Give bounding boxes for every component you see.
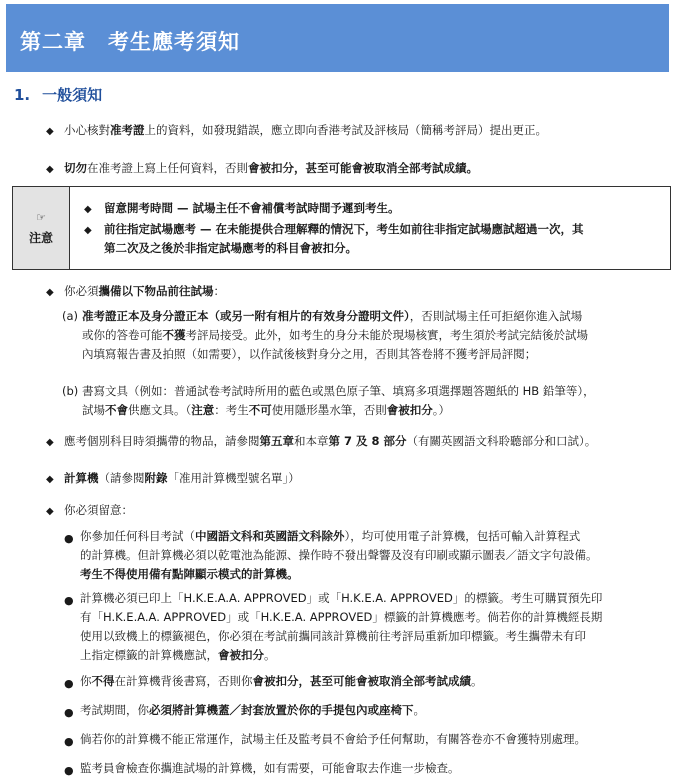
calc-rule-1-line2: 的計算機。但計算機必須以乾電池為能源、操作時不發出聲響及沒有印刷或顯示圖表／語文字句設備。 <box>80 548 598 562</box>
item-a-line3: 內填寫報告書及拍照（如需要），以作試後核對身分之用，否則其答卷將不獲考評局評閱； <box>82 347 537 361</box>
bullet-check-admission-form: 小心核對准考證上的資料，如發現錯誤，應立即向香港考試及評核局（簡稱考評局）提出更正。 <box>64 123 547 137</box>
section-number: 1. <box>14 86 31 104</box>
pointing-hand-icon: ☞ <box>36 211 46 224</box>
bullet-attention: 你必須留意： <box>64 503 133 517</box>
item-a-line2: 或你的答卷可能不獲考評局接受。此外，如考生的身分未能於現場核實，考生須於考試完結後於試場 <box>82 328 588 342</box>
calc-rule-2-line4: 上指定標籤的計算機應試，會被扣分。 <box>80 648 276 662</box>
dot-bullet-icon: ● <box>64 594 74 607</box>
notice-sidebar <box>13 187 70 269</box>
bullet-do-not-write: 切勿在准考證上寫上任何資料，否則會被扣分，甚至可能會被取消全部考試成績。 <box>64 161 478 175</box>
bullet-calculator: 計算機（請參閱附錄「准用計算機型號名單」） <box>64 471 300 485</box>
dot-bullet-icon: ● <box>64 677 74 690</box>
section-title: 一般須知 <box>42 86 103 104</box>
dot-bullet-icon: ● <box>64 532 74 545</box>
notice-label: 注意 <box>28 231 53 245</box>
item-b-marker: (b) <box>62 384 79 398</box>
diamond-bullet-icon: ◆ <box>46 164 54 175</box>
dot-bullet-icon: ● <box>64 735 74 748</box>
item-a-line1: 准考證正本及身分證正本（或另一附有相片的有效身分證明文件），否則試場主任可拒絕你進入試場 <box>82 309 583 323</box>
bullet-subject-items: 應考個別科目時須攜帶的物品，請參閱第五章和本章第 7 及 8 部分（有關英國語文科聆聽部分和口試）。 <box>64 434 597 448</box>
item-a-marker: (a) <box>62 309 79 323</box>
diamond-bullet-icon: ◆ <box>46 126 54 137</box>
diamond-bullet-icon: ◆ <box>46 437 54 448</box>
diamond-bullet-icon: ◆ <box>46 474 54 485</box>
bullet-items-to-bring: 你必須攜備以下物品前往試場： <box>64 284 225 298</box>
diamond-bullet-icon: ◆ <box>84 204 92 215</box>
section-heading <box>14 84 114 105</box>
item-b-line1: 書寫文具（例如：普通試卷考試時所用的藍色或黑色原子筆、填寫多項選擇題答題紙的 HB 鉛筆等）， <box>82 384 595 398</box>
diamond-bullet-icon: ◆ <box>46 506 54 517</box>
dot-bullet-icon: ● <box>64 764 74 777</box>
calc-rule-2-line1: 計算機必須已印上「H.K.E.A.A. APPROVED」或「H.K.E.A. APPROVED」的標籤。考生可購買預先印 <box>80 591 603 605</box>
chapter-title: 第二章 考生應考須知 <box>20 30 240 54</box>
diamond-bullet-icon: ◆ <box>84 225 92 236</box>
notice-item-arrival-time: 留意開考時間 — 試場主任不會補償考試時間予遲到考生。 <box>104 201 400 215</box>
notice-item-designated-centre-line2: 第二次及之後於非指定試場應考的科目會被扣分。 <box>104 241 357 255</box>
calc-rule-2-line3: 使用以致機上的標籤褪色，你必須在考試前攜同該計算機前往考評局重新加印標籤。考生攜帶未有印 <box>80 629 586 643</box>
calc-rule-2-line2: 有「H.K.E.A.A. APPROVED」或「H.K.E.A. APPROVED」標籤的計算機應考。倘若你的計算機經長期 <box>80 610 603 624</box>
item-b-line2: 試場不會供應文具。（注意：考生不可使用隱形墨水筆，否則會被扣分。） <box>82 403 450 417</box>
diamond-bullet-icon: ◆ <box>46 287 54 298</box>
calc-rule-1-line3: 考生不得使用備有點陣顯示模式的計算機。 <box>80 567 299 581</box>
calc-rule-6: 監考員會檢查你攜進試場的計算機，如有需要，可能會取去作進一步檢查。 <box>80 761 460 775</box>
calc-rule-1-line1: 你參加任何科目考試（中國語文科和英國語文科除外），均可使用電子計算機，包括可輸入計算程式 <box>80 529 581 543</box>
calc-rule-5: 倘若你的計算機不能正常運作，試場主任及監考員不會給予任何幫助，有關答卷亦不會獲特別處理。 <box>80 732 586 746</box>
calc-rule-3: 你不得在計算機背後書寫，否則你會被扣分，甚至可能會被取消全部考試成績。 <box>80 674 483 688</box>
dot-bullet-icon: ● <box>64 706 74 719</box>
calc-rule-4: 考試期間，你必須將計算機蓋／封套放置於你的手提包內或座椅下。 <box>80 703 425 717</box>
chapter-header <box>6 4 669 72</box>
notice-item-designated-centre-line1: 前往指定試場應考 — 在未能提供合理解釋的情況下，考生如前往非指定試場應試超過一次，其 <box>104 222 584 236</box>
